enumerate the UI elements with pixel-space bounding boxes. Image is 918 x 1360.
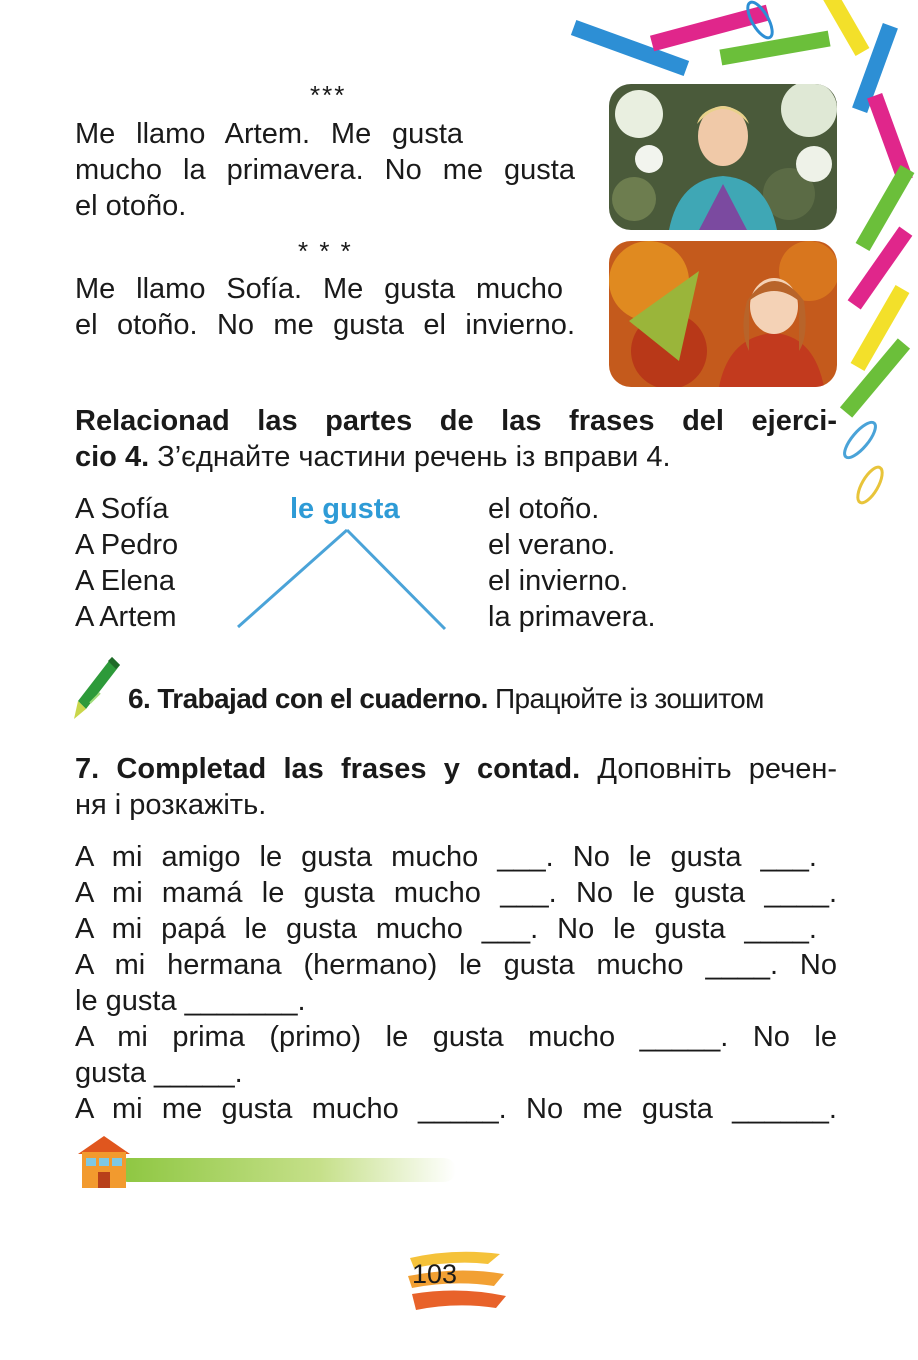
fill-in-sentence: A mi me gusta mucho _____. No me gusta ______. [75,1093,837,1125]
subject-item: A Pedro [75,529,179,561]
girl-autumn-photo [609,241,837,387]
fill-in-sentence: A mi prima (primo) le gusta mucho _____. No le [75,1021,837,1053]
exercise-5-translation: З’єднайте частини речень із вправи 4. [157,441,671,473]
verb-phrase: le gusta [290,493,400,525]
exercise-6-translation: Працюйте із зошитом [494,683,764,714]
connector-lines [230,525,455,635]
object-item: el invierno. [488,565,629,597]
fill-in-sentence: gusta _____. [75,1057,243,1089]
pen-icon [72,655,122,721]
fill-in-sentence: A mi mamá le gusta mucho ___. No le gusta ____. [75,877,837,909]
subject-item: A Elena [75,565,175,597]
fill-in-sentence: le gusta _______. [75,985,306,1017]
artem-text-line: mucho la primavera. No me gusta [75,154,575,186]
subject-item: A Sofía [75,493,169,525]
artem-text-line: el otoño. [75,190,187,222]
fill-in-sentence: A mi papá le gusta mucho ___. No le gusta ____. [75,913,817,945]
section-divider-stars: * * * [298,236,353,266]
sofia-text-line: el otoño. No me gusta el invierno. [75,309,575,341]
sofia-text-line: Me llamo Sofía. Me gusta mucho [75,273,563,305]
object-item: la primavera. [488,601,656,633]
exercise-7-translation: Доповніть речен- [597,753,837,785]
house-icon [78,1136,130,1188]
object-item: el verano. [488,529,616,561]
fill-in-sentence: A mi hermana (hermano) le gusta mucho ____. No [75,949,837,981]
fill-in-sentence: A mi amigo le gusta mucho ___. No le gusta ___. [75,841,817,873]
footer-bar [76,1132,456,1190]
exercise-7-translation-cont: ня і розкажіть. [75,789,267,821]
exercise-7-heading: 7. Completad las frases y contad. [75,753,581,785]
exercise-5-heading: Relacionad las partes de las frases del ejerci- [75,405,837,437]
exercise-6-heading: 6. Trabajad con el cuaderno. [128,683,488,714]
section-divider-stars: *** [310,80,347,110]
exercise-5-heading-cont: cio 4. [75,441,150,473]
object-item: el otoño. [488,493,600,525]
subject-item: A Artem [75,601,177,633]
artem-text-line: Me llamo Artem. Me gusta [75,118,463,150]
boy-spring-photo [609,84,837,230]
page-number: 103 [412,1259,458,1289]
